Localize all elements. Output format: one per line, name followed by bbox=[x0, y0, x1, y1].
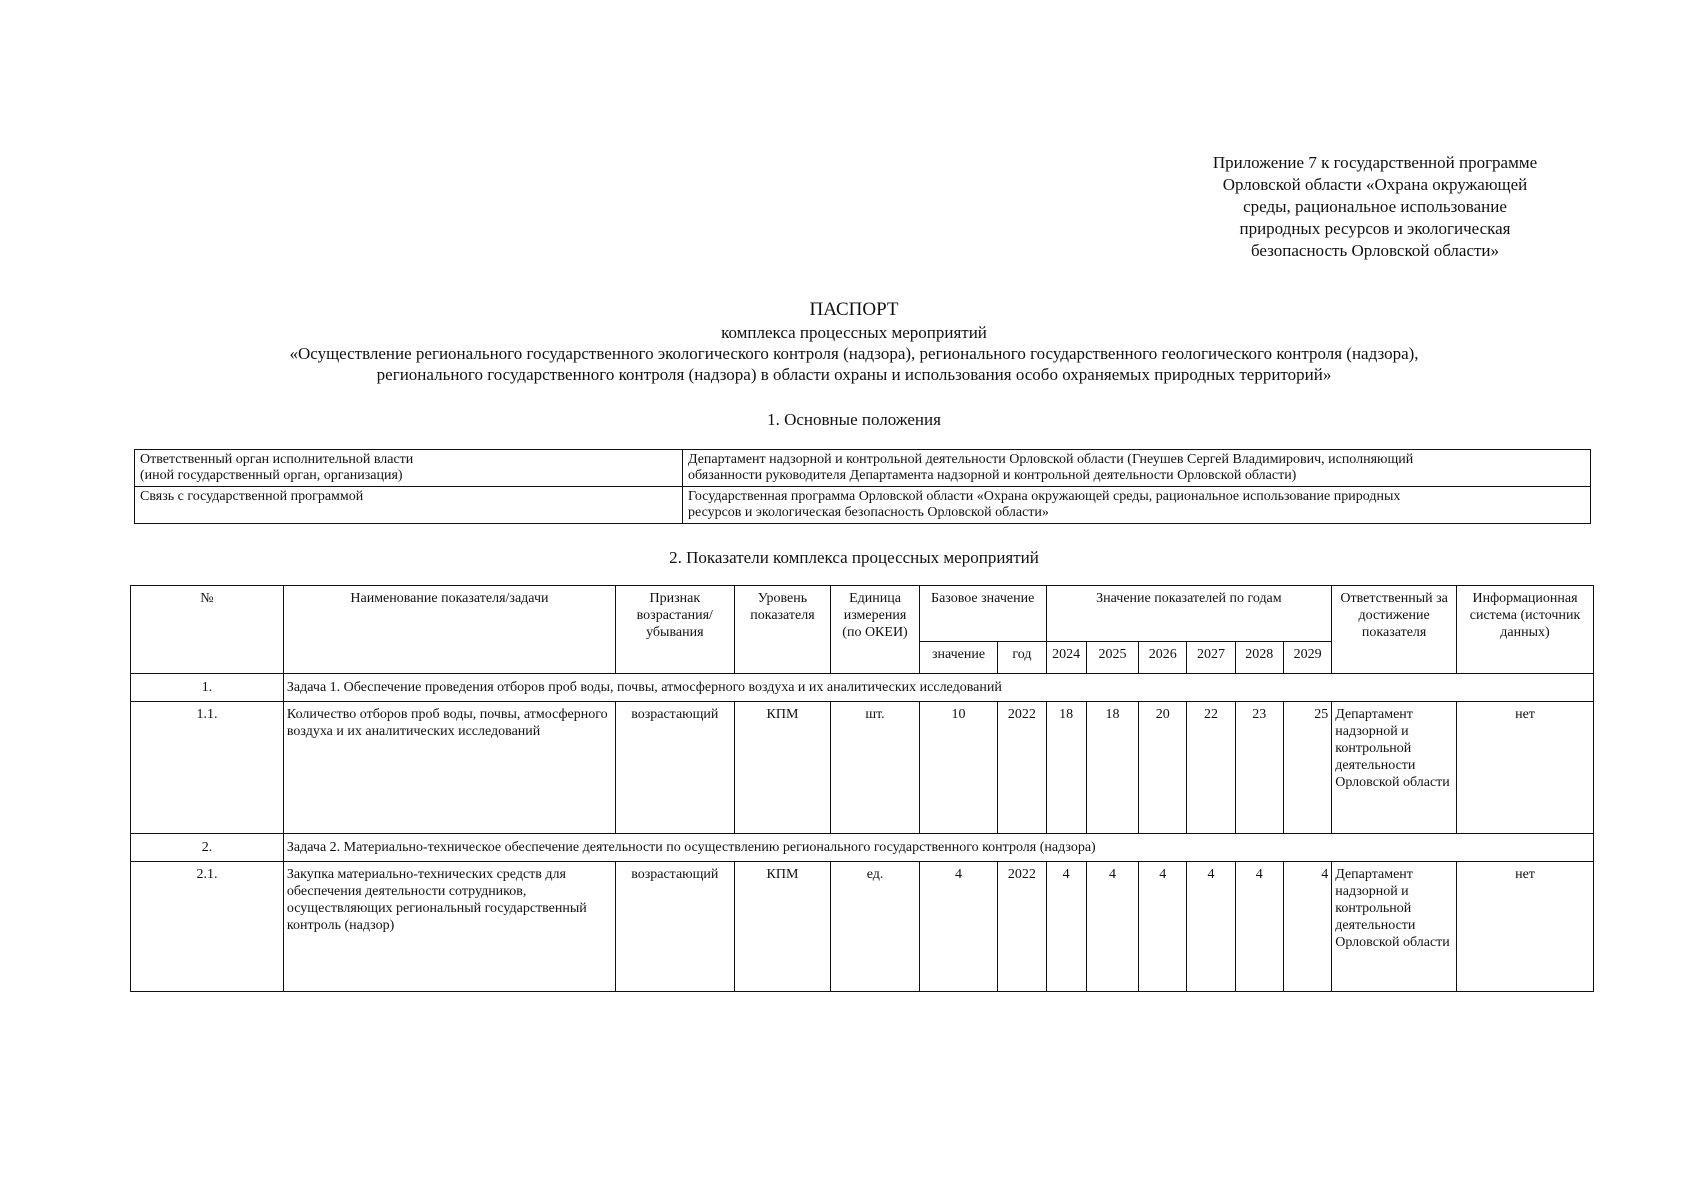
row-year-value: 18 bbox=[1086, 702, 1138, 834]
task-num: 2. bbox=[131, 834, 284, 862]
row-infosys: нет bbox=[1457, 702, 1594, 834]
row-name: Закупка материально-технических средств для обеспечения деятельности сотрудников, осуществляющих региональный государственный контроль (надзор) bbox=[283, 862, 615, 992]
header-year: 2025 bbox=[1086, 642, 1138, 674]
title-name-line: «Осуществление регионального государственного экологического контроля (надзора), регионального государственного геологического контроля (надзора), bbox=[289, 344, 1419, 363]
header-year: 2029 bbox=[1283, 642, 1331, 674]
label-cell bbox=[135, 487, 683, 524]
header-level: Уровень показателя bbox=[734, 586, 831, 674]
label-cell bbox=[135, 450, 683, 487]
value-text: Государственная программа Орловской области «Охрана окружающей среды, рациональное использование природных bbox=[688, 489, 1401, 504]
header-base-year: год bbox=[998, 642, 1046, 674]
task-row bbox=[131, 674, 1594, 702]
header-infosys: Информационная система (источник данных) bbox=[1457, 586, 1594, 674]
row-sign: возрастающий bbox=[615, 862, 734, 992]
row-unit: шт. bbox=[831, 702, 920, 834]
row-year-value: 23 bbox=[1235, 702, 1283, 834]
table-row bbox=[131, 702, 1594, 834]
row-year-value: 4 bbox=[1187, 862, 1235, 992]
table-row bbox=[131, 862, 1594, 992]
task-text: Задача 2. Материально-техническое обеспечение деятельности по осуществлению регионального государственного контроля (надзора) bbox=[283, 834, 1593, 862]
indicators-table bbox=[130, 585, 1594, 992]
section-heading-main: 1. Основные положения bbox=[767, 410, 941, 429]
header-unit: Единица измерения (по ОКЕИ) bbox=[831, 586, 920, 674]
title-name-line: регионального государственного контроля (надзора) в области охраны и использования особо охраняемых природных территорий» bbox=[376, 365, 1332, 384]
header-base-value: значение bbox=[919, 642, 997, 674]
task-row bbox=[131, 834, 1594, 862]
header-year: 2028 bbox=[1235, 642, 1283, 674]
header-num: № bbox=[131, 586, 284, 674]
row-base-value: 4 bbox=[919, 862, 997, 992]
task-text: Задача 1. Обеспечение проведения отборов проб воды, почвы, атмосферного воздуха и их аналитических исследований bbox=[283, 674, 1593, 702]
appendix-note bbox=[1180, 152, 1570, 262]
title-subtitle: комплекса процессных мероприятий bbox=[721, 323, 987, 342]
value-text: Департамент надзорной и контрольной деятельности Орловской области (Гнеушев Сергей Владимирович, исполняющий bbox=[688, 452, 1414, 467]
row-year-value: 4 bbox=[1086, 862, 1138, 992]
header-sign: Признак возрастания/ убывания bbox=[615, 586, 734, 674]
row-year-value: 4 bbox=[1046, 862, 1086, 992]
row-base-value: 10 bbox=[919, 702, 997, 834]
label-text: Связь с государственной программой bbox=[140, 489, 364, 504]
row-num: 2.1. bbox=[131, 862, 284, 992]
value-cell bbox=[683, 450, 1591, 487]
header-base: Базовое значение bbox=[919, 586, 1046, 642]
row-responsible: Департамент надзорной и контрольной деятельности Орловской области bbox=[1332, 702, 1457, 834]
header-responsible: Ответственный за достижение показателя bbox=[1332, 586, 1457, 674]
appendix-line: Приложение 7 к государственной программе bbox=[1212, 153, 1538, 172]
label-text: (иной государственный орган, организация) bbox=[140, 468, 403, 483]
row-responsible: Департамент надзорной и контрольной деятельности Орловской области bbox=[1332, 862, 1457, 992]
row-level: КПМ bbox=[734, 862, 831, 992]
row-name: Количество отборов проб воды, почвы, атмосферного воздуха и их аналитических исследований bbox=[283, 702, 615, 834]
header-year: 2027 bbox=[1187, 642, 1235, 674]
row-year-value: 18 bbox=[1046, 702, 1086, 834]
row-year-value: 4 bbox=[1283, 862, 1331, 992]
header-year: 2024 bbox=[1046, 642, 1086, 674]
row-infosys: нет bbox=[1457, 862, 1594, 992]
appendix-line: природных ресурсов и экологическая bbox=[1239, 219, 1511, 238]
row-unit: ед. bbox=[831, 862, 920, 992]
value-cell bbox=[683, 487, 1591, 524]
document-title bbox=[0, 298, 1708, 385]
header-row bbox=[131, 586, 1594, 642]
row-level: КПМ bbox=[734, 702, 831, 834]
row-sign: возрастающий bbox=[615, 702, 734, 834]
header-years-group: Значение показателей по годам bbox=[1046, 586, 1332, 642]
row-year-value: 22 bbox=[1187, 702, 1235, 834]
row-year-value: 4 bbox=[1139, 862, 1187, 992]
row-year-value: 20 bbox=[1139, 702, 1187, 834]
row-year-value: 4 bbox=[1235, 862, 1283, 992]
table-row bbox=[135, 450, 1591, 487]
header-name: Наименование показателя/задачи bbox=[283, 586, 615, 674]
appendix-line: безопасность Орловской области» bbox=[1250, 241, 1500, 260]
row-base-year: 2022 bbox=[998, 702, 1046, 834]
row-base-year: 2022 bbox=[998, 862, 1046, 992]
row-year-value: 25 bbox=[1283, 702, 1331, 834]
title-passport: ПАСПОРТ bbox=[809, 299, 899, 320]
label-text: Ответственный орган исполнительной власти bbox=[140, 452, 414, 467]
appendix-line: среды, рациональное использование bbox=[1243, 197, 1507, 216]
table-row bbox=[135, 487, 1591, 524]
value-text: ресурсов и экологическая безопасность Орловской области» bbox=[688, 505, 1049, 520]
appendix-line: Орловской области «Охрана окружающей bbox=[1222, 175, 1528, 194]
header-year: 2026 bbox=[1139, 642, 1187, 674]
main-provisions-table bbox=[134, 449, 1591, 524]
section-heading-indicators: 2. Показатели комплекса процессных мероприятий bbox=[669, 548, 1039, 567]
task-num: 1. bbox=[131, 674, 284, 702]
value-text: обязанности руководителя Департамента надзорной и контрольной деятельности Орловской области) bbox=[688, 468, 1297, 483]
row-num: 1.1. bbox=[131, 702, 284, 834]
